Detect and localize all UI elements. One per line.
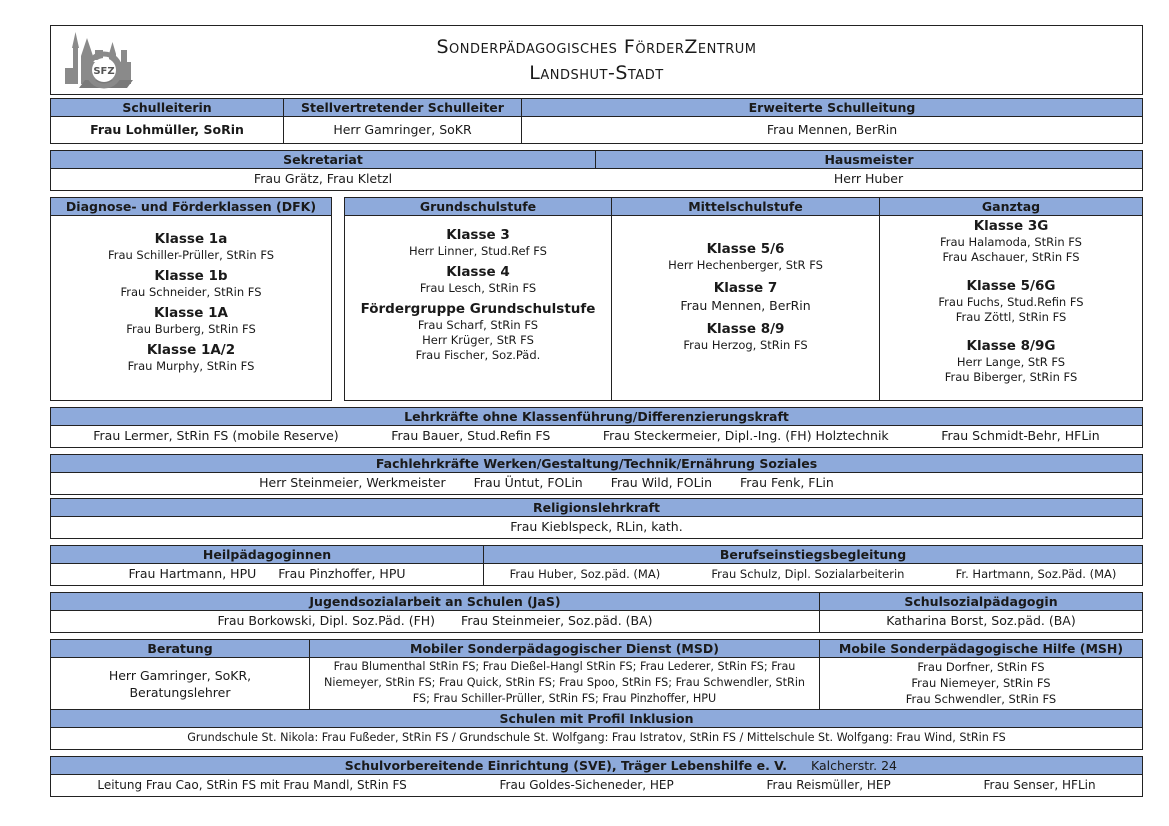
- fachlehr-section: [50, 454, 1143, 495]
- jas-header: Jugendsozialarbeit an Schulen (JaS): [309, 594, 561, 609]
- leadership-section: [50, 98, 1143, 144]
- beruf-header: Berufseinstiegsbegleitung: [483, 546, 1142, 563]
- sve-section: [50, 756, 1143, 797]
- religion-section: [50, 498, 1143, 539]
- beratung-section: [50, 639, 1143, 750]
- mittelschule-class-name: Klasse 7: [713, 280, 778, 296]
- beratung-value: Herr Gamringer, SoKR, Beratungslehrer: [108, 667, 252, 700]
- inklusion-value: Grundschule St. Nikola: Frau Fußeder, StRin FS / Grundschule St. Wolfgang: Frau Istratov, StRin FS / Mittelschule St. Wolfgang: Frau Wind, StRin FS: [187, 731, 1006, 744]
- stages-box: [344, 197, 1143, 401]
- dfk-class-teacher: Frau Burberg, StRin FS: [126, 322, 256, 336]
- leadership-header-0: Schulleiterin: [122, 100, 212, 115]
- fachlehrkraft-name: Frau Üntut, FOLin: [473, 475, 583, 490]
- dfk-class-teacher: Frau Schneider, StRin FS: [120, 285, 262, 299]
- lehrkraft-name: Frau Lermer, StRin FS (mobile Reserve): [93, 428, 339, 443]
- ssp-value: Katharina Borst, Soz.päd. (BA): [819, 611, 1142, 632]
- lehrkraefte-header: Lehrkräfte ohne Klassenführung/Differenzierungskraft: [51, 408, 1142, 426]
- msh-name: Frau Schwendler, StRin FS: [905, 692, 1057, 706]
- dfk-class-name: Klasse 1A/2: [146, 342, 236, 358]
- jas-name: Frau Steinmeier, Soz.päd. (BA): [461, 613, 653, 628]
- fachlehrkraft-name: Frau Fenk, FLin: [740, 475, 834, 490]
- grundschule-column: [345, 216, 611, 400]
- office-header-1: Hausmeister: [595, 151, 1142, 168]
- sve-address: Kalcherstr. 24: [811, 758, 897, 773]
- religion-value: Frau Kieblspeck, RLin, kath.: [510, 519, 683, 534]
- ganztag-class-teacher: Frau Biberger, StRin FS: [944, 370, 1078, 384]
- mittelschule-header: Mittelschulstufe: [611, 198, 879, 215]
- dfk-class-teacher: Frau Schiller-Prüller, StRin FS: [107, 248, 275, 262]
- ganztag-class-teacher: Frau Halamoda, StRin FS: [940, 235, 1082, 249]
- foerdergruppe-name: Fördergruppe Grundschulstufe: [360, 301, 596, 317]
- msh-names: [819, 658, 1142, 709]
- fachlehr-header: Fachlehrkräfte Werken/Gestaltung/Technik/Ernährung Soziales: [51, 455, 1142, 473]
- mittelschule-class-teacher: Frau Herzog, StRin FS: [683, 338, 808, 352]
- grundschule-class-teacher: Frau Lesch, StRin FS: [419, 281, 537, 295]
- sve-name: Frau Senser, HFLin: [983, 778, 1096, 792]
- heil-names: [51, 564, 483, 585]
- msd-value: Frau Blumenthal StRin FS; Frau Dießel-Hangl StRin FS; Frau Lederer, StRin FS; Frau Niemeyer, StRin FS; Frau Quick, StRin FS; Frau Spoo, StRin FS; Frau Schwendler, StRin FS; Frau Schiller-Prüller, StRin FS; Frau Pinzhoffer, HPU: [309, 658, 819, 709]
- leadership-value-1: Herr Gamringer, SoKR: [283, 117, 521, 143]
- lehrkraefte-section: [50, 407, 1143, 448]
- office-value-1: Herr Huber: [833, 171, 904, 186]
- sve-name: Leitung Frau Cao, StRin FS mit Frau Mandl, StRin FS: [97, 778, 407, 792]
- heil-header: Heilpädagoginnen: [202, 547, 332, 562]
- foerdergruppe-teacher: Herr Krüger, StR FS: [422, 333, 534, 347]
- ganztag-class-teacher: Frau Zöttl, StRin FS: [955, 310, 1067, 324]
- ganztag-class-teacher: Herr Lange, StR FS: [956, 355, 1066, 369]
- beruf-name: Frau Schulz, Dipl. Sozialarbeiterin: [711, 567, 905, 581]
- sve-name: Frau Goldes-Sicheneder, HEP: [499, 778, 674, 792]
- office-value-0: Frau Grätz, Frau Kletzl: [253, 171, 393, 186]
- org-chart: [50, 25, 1143, 797]
- sve-name: Frau Reismüller, HEP: [766, 778, 891, 792]
- mittelschule-class-teacher: Herr Hechenberger, StR FS: [668, 258, 823, 272]
- dfk-class-teacher: Frau Murphy, StRin FS: [127, 359, 255, 373]
- msd-header: Mobiler Sonderpädagogischer Dienst (MSD): [309, 640, 819, 657]
- leadership-value-0: Frau Lohmüller, SoRin: [90, 122, 244, 137]
- msh-name: Frau Niemeyer, StRin FS: [911, 676, 1051, 690]
- ganztag-column: [879, 216, 1142, 400]
- ganztag-class-name: Klasse 3G: [973, 218, 1049, 234]
- dfk-box: [50, 197, 332, 401]
- ganztag-class-name: Klasse 5/6G: [966, 278, 1056, 294]
- lehrkraft-name: Frau Steckermeier, Dipl.-Ing. (FH) Holztechnik: [602, 428, 889, 443]
- mittelschule-column: [611, 216, 879, 400]
- page-title: [51, 34, 1142, 86]
- classes-section: [50, 197, 1143, 401]
- dfk-class-name: Klasse 1A: [154, 305, 228, 321]
- ganztag-class-teacher: Frau Aschauer, StRin FS: [942, 250, 1080, 264]
- beruf-name: Fr. Hartmann, Soz.Päd. (MA): [955, 567, 1117, 581]
- grundschule-header: Grundschulstufe: [419, 199, 537, 214]
- mittelschule-class-name: Klasse 5/6: [706, 241, 785, 257]
- leadership-value-2: Frau Mennen, BerRin: [521, 117, 1142, 143]
- mittelschule-class-teacher: Frau Mennen, BerRin: [680, 298, 811, 313]
- ganztag-class-teacher: Frau Fuchs, Stud.Refin FS: [938, 295, 1084, 309]
- dfk-class-name: Klasse 1a: [154, 231, 228, 247]
- leadership-header-1: Stellvertretender Schulleiter: [283, 99, 521, 116]
- grundschule-class-name: Klasse 4: [446, 264, 510, 280]
- heil-section: [50, 545, 1143, 586]
- grundschule-class-name: Klasse 3: [446, 227, 510, 243]
- jas-section: [50, 592, 1143, 633]
- inklusion-header: Schulen mit Profil Inklusion: [51, 710, 1142, 728]
- msh-name: Frau Dorfner, StRin FS: [917, 660, 1045, 674]
- beratung-header: Beratung: [147, 641, 213, 656]
- office-header-0: Sekretariat: [283, 152, 363, 167]
- religion-header: Religionslehrkraft: [51, 499, 1142, 517]
- heil-name: Frau Pinzhoffer, HPU: [278, 566, 406, 581]
- dfk-header: Diagnose- und Förderklassen (DFK): [51, 198, 331, 216]
- jas-name: Frau Borkowski, Dipl. Soz.Päd. (FH): [217, 613, 436, 628]
- beruf-names: [483, 564, 1142, 585]
- fachlehrkraft-name: Herr Steinmeier, Werkmeister: [259, 475, 446, 490]
- office-section: [50, 150, 1143, 191]
- title-line-1: Sonderpädagogisches FörderZentrum: [436, 36, 757, 58]
- title-line-2: Landshut-Stadt: [529, 62, 664, 84]
- dfk-class-name: Klasse 1b: [154, 268, 228, 284]
- ssp-header: Schulsozialpädagogin: [819, 593, 1142, 610]
- jas-names: [51, 611, 819, 632]
- heil-name: Frau Hartmann, HPU: [128, 566, 257, 581]
- lehrkraft-name: Frau Schmidt-Behr, HFLin: [941, 428, 1100, 443]
- sve-header: Schulvorbereitende Einrichtung (SVE), Träger Lebenshilfe e. V.: [344, 758, 787, 773]
- grundschule-class-teacher: Herr Linner, Stud.Ref FS: [409, 244, 547, 258]
- foerdergruppe-teacher: Frau Fischer, Soz.Päd.: [415, 348, 541, 362]
- title-box: [50, 25, 1143, 95]
- msh-header: Mobile Sonderpädagogische Hilfe (MSH): [819, 640, 1142, 657]
- logo-text: SFZ: [93, 66, 115, 77]
- ganztag-header: Ganztag: [879, 198, 1142, 215]
- fachlehrkraft-name: Frau Wild, FOLin: [610, 475, 712, 490]
- beruf-name: Frau Huber, Soz.päd. (MA): [509, 567, 661, 581]
- lehrkraft-name: Frau Bauer, Stud.Refin FS: [391, 428, 551, 443]
- ganztag-class-name: Klasse 8/9G: [966, 338, 1056, 354]
- leadership-header-2: Erweiterte Schulleitung: [521, 99, 1142, 116]
- mittelschule-class-name: Klasse 8/9: [706, 321, 785, 337]
- foerdergruppe-teacher: Frau Scharf, StRin FS: [417, 318, 539, 332]
